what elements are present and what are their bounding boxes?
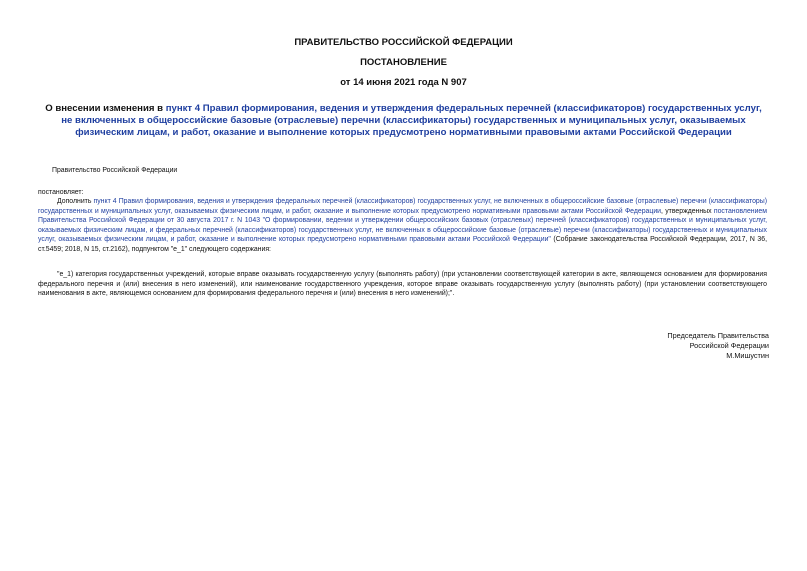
signature-position-line2: Российской Федерации [689,341,769,350]
document-title [40,103,767,139]
paragraph-amendment-end: (Собрание законодательства Российской Федерации, 2017, N 36, ст.5459; 2018, N 15, ст.2162), подпунктом "е_1" следующего содержания: [38,236,767,253]
paragraph-new-subitem: "е_1) категория государственных учреждений, которые вправе оказывать государственную услугу (выполнять работу) (при установлении соответствующей категории в акте, являющемся основанием для формирования федерального перечня и (или) внесения в него изменений), или наименование государственного учреждения, которое вправе оказывать государственную услугу (выполнять работу) (при установлении соответствующего наименования в акте, являющемся основанием для формирования федерального перечня и (или) внесения в него изменений);". [38,271,767,297]
government-resolution-link[interactable]: постановлением Правительства Российской Федерации от 30 августа 2017 г. N 1043 "О формировании, ведении и утверждении общероссийских базовых (отраслевых) перечней (классификаторов) государственных и муниципальных услуг, оказываемых физическим лицам, и федеральных перечней (классификаторов) государственных услуг, не включенных в общероссийские базовые (отраслевые) перечни (классификаторы) государственных и муниципальных услуг, оказываемых физическим лицам, и работ, оказание и выполнение которых предусмотрено нормативными правовыми актами Российской Федерации" [38,207,767,243]
resolves-line: постановляет: [38,189,84,196]
signature-name: М.Мишустин [726,351,769,360]
title-prefix: О внесении изменения в [45,103,166,114]
paragraph-amendment-start: Дополнить [57,198,94,205]
signature-position-line1: Председатель Правительства [667,331,769,340]
paragraph-amendment [38,197,767,254]
paragraph-amendment-mid: , утвержденных [661,207,714,215]
government-line: Правительство Российской Федерации [52,167,178,174]
document-date-number: от 14 июня 2021 года N 907 [340,77,467,88]
amended-rule-link[interactable]: пункт 4 Правил формирования, ведения и утверждения федеральных перечней (классификаторов) государственных услуг, не включенных в общероссийские базовые (отраслевые) перечни (классификаторы) государственных и муниципальных услуг, оказываемых физическим лицам, и работ, оказание и выполнение которых предусмотрено нормативными правовыми актами Российской Федерации [38,198,767,215]
document-type-heading: ПОСТАНОВЛЕНИЕ [360,57,447,68]
government-heading: ПРАВИТЕЛЬСТВО РОССИЙСКОЙ ФЕДЕРАЦИИ [294,37,513,48]
title-amended-rule-link[interactable]: пункт 4 Правил формирования, ведения и утверждения федеральных перечней (классификаторов) государственных услуг, не включенных в общероссийские базовые (отраслевые) перечни (классификаторы) государственных и муниципальных услуг, оказываемых физическим лицам, и работ, оказание и выполнение которых предусмотрено нормативными правовыми актами Российской Федерации [61,103,762,138]
